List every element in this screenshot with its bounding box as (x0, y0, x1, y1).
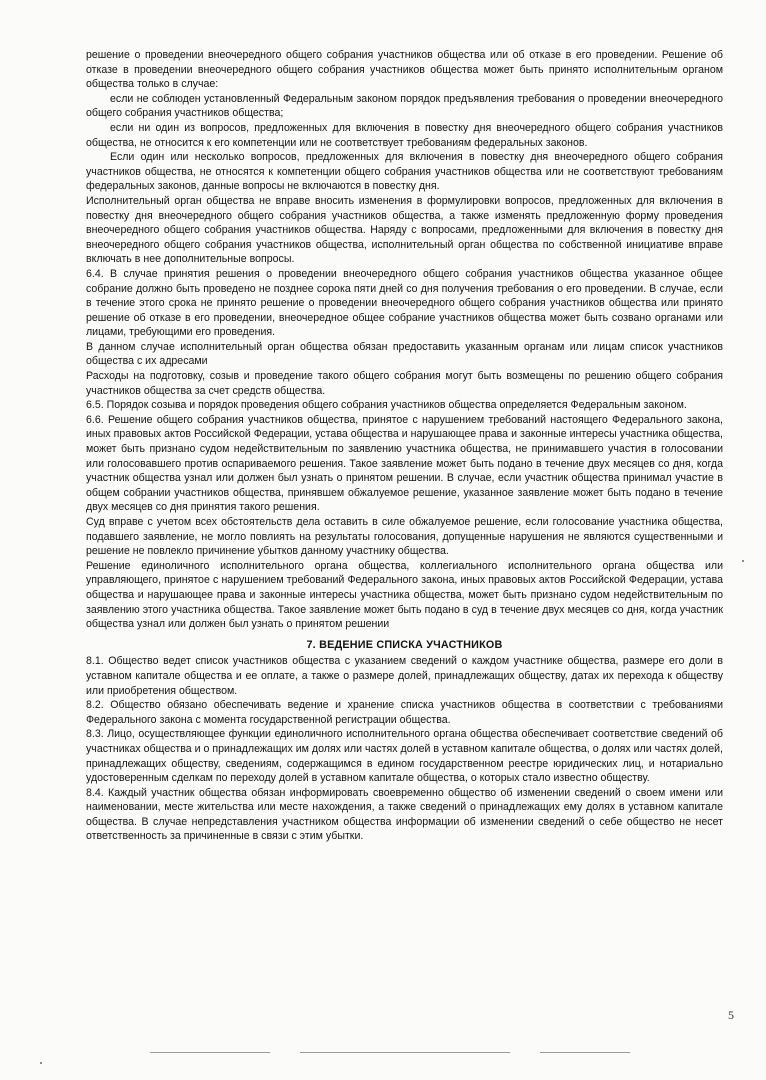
paragraph: В данном случае исполнительный орган общества обязан предоставить указанным органам или лицам список участников общества с их адресами (86, 340, 723, 368)
scan-artifact-line (300, 1052, 510, 1053)
text-block-section-6 (86, 48, 723, 632)
paragraph: 6.4. В случае принятия решения о проведении внеочередного общего собрания участников общества указанное общее собрание должно быть проведено не позднее сорока пяти дней со дня получения требования о его проведении. В случае, если в течение этого срока не принято решение о проведении внеочередного общего собрания участников общества или принято решение об отказе в его проведении, внеочередное общее собрание участников общества может быть созвано органами или лицами, требующими его проведения. (86, 267, 723, 339)
paragraph: решение о проведении внеочередного общего собрания участников общества или об отказе в его проведении. Решение об отказе в проведении внеочередного общего собрания участников общества может быть принято исполнительным органом общества только в случае: (86, 49, 723, 91)
paragraph: 8.3. Лицо, осуществляющее функции единоличного исполнительного органа общества обеспечивает соответствие сведений об участниках общества и о принадлежащих им долях или частях долей в уставном капитале общества, о долях или частях долей, принадлежащих обществу, сведениям, содержащимся в едином государственном реестре юридических лиц, и нотариально удостоверенным сделкам по переходу долей в уставном капитале общества, о которых стало известно обществу. (86, 728, 723, 785)
paragraph: 6.5. Порядок созыва и порядок проведения общего собрания участников общества определяется Федеральным законом. (86, 399, 687, 412)
paragraph: 8.2. Общество обязано обеспечивать ведение и хранение списка участников общества в соответствии с требованиями Федерального закона с момента государственной регистрации общества. (86, 699, 723, 726)
paragraph: Расходы на подготовку, созыв и проведение такого общего собрания могут быть возмещены по решению общего собрания участников общества за счет средств общества. (86, 370, 723, 397)
paragraph: Суд вправе с учетом всех обстоятельств дела оставить в силе обжалуемое решение, если голосование участника общества, подавшего заявление, не могло повлиять на результаты голосования, допущенные нарушения не являются существенными и решение не повлекло причинение убытков данному участнику общества. (86, 516, 723, 558)
paragraph: Если один или несколько вопросов, предложенных для включения в повестку дня внеочередного общего собрания участников общества, не относятся к компетенции общего собрания участников общества или не соответствуют требованиям федеральных законов, данные вопросы не включаются в повестку дня. (86, 151, 723, 193)
page-number: 5 (728, 1008, 734, 1022)
scan-artifact-line (150, 1052, 270, 1053)
document-page (86, 48, 723, 844)
paragraph: если не соблюден установленный Федеральным законом порядок предъявления требования о проведении внеочередного общего собрания участников общества; (86, 92, 723, 120)
paragraph: Исполнительный орган общества не вправе вносить изменения в формулировки вопросов, предложенных для включения в повестку дня внеочередного общего собрания участников общества, а также изменять предложенную форму проведения внеочередного общего собрания участников общества. Наряду с вопросами, предложенными для включения в повестку дня внеочередного общего собрания участников общества, исполнительный орган общества по собственной инициативе вправе включать в нее дополнительные вопросы. (86, 194, 723, 266)
paragraph: 8.4. Каждый участник общества обязан информировать своевременно общество об изменении сведений о своем имени или наименовании, месте жительства или месте нахождения, а также сведений о принадлежащих ему долях в уставном капитале общества. В случае непредставления участником общества информации об изменении сведений о себе общество не несет ответственность за причиненные в связи с этим убытки. (86, 786, 723, 843)
scan-speck (40, 1062, 42, 1064)
section-title: 7. ВЕДЕНИЕ СПИСКА УЧАСТНИКОВ (306, 638, 503, 651)
paragraph: 8.1. Общество ведет список участников общества с указанием сведений о каждом участнике общества, размере его доли в уставном капитале общества и ее оплате, а также о размере долей, принадлежащих обществу, датах их перехода к обществу или приобретения обществом. (86, 655, 723, 697)
paragraph: 6.6. Решение общего собрания участников общества, принятое с нарушением требований настоящего Федерального закона, иных правовых актов Российской Федерации, устава общества и нарушающее права и законные интересы участника общества, может быть признано судом недействительным по заявлению участника общества, не принимавшего участия в голосовании или голосовавшего против оспариваемого решения. Такое заявление может быть подано в течение двух месяцев со дня, когда участник общества узнал или должен был узнать о принятом решении. В случае, если участник общества принимал участие в общем собрании участников общества, принявшем обжалуемое решение, указанное заявление может быть подано в течение двух месяцев со дня принятия такого решения. (86, 413, 723, 514)
paragraph: Решение единоличного исполнительного органа общества, коллегиального исполнительного органа общества или управляющего, принятое с нарушением требований Федерального закона, иных правовых актов Российской Федерации, устава общества и нарушающее права и законные интересы участника общества, может быть признано судом недействительным по заявлению этого участника общества. Такое заявление может быть подано в суд в течение двух месяцев со дня, когда участник общества узнал или должен был узнать о принятом решении (86, 559, 723, 631)
text-block-section-7 (86, 654, 723, 844)
scan-speck (742, 560, 744, 562)
paragraph: если ни один из вопросов, предложенных для включения в повестку дня внеочередного общего собрания участников общества, не относится к его компетенции или не соответствует требованиям федеральных законов. (86, 121, 723, 149)
scan-artifact-line (540, 1052, 630, 1053)
